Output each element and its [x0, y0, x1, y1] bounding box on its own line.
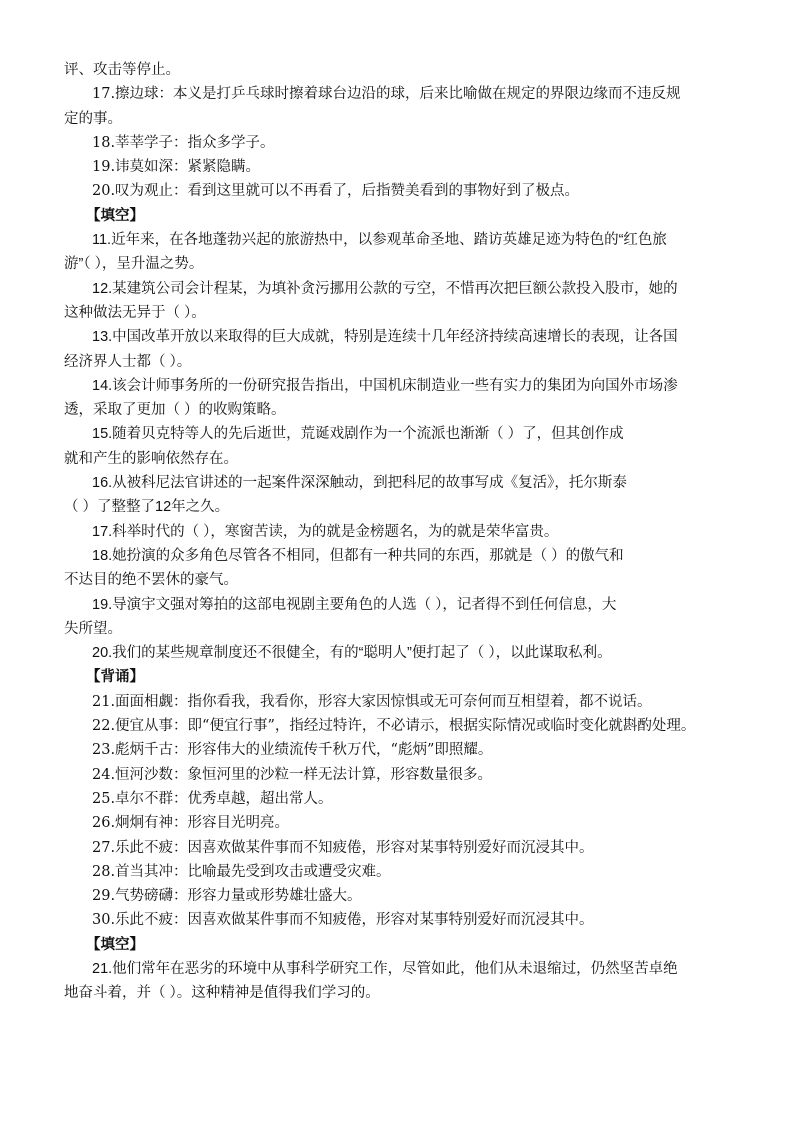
text-line: 17.科举时代的（ ），寒窗苦读，为的就是金榜题名，为的就是荣华富贵。 [92, 523, 559, 540]
text-line: 17.擦边球：本义是打乒乓球时擦着球台边沿的球，后来比喻做在规定的界限边缘而不违反规 [92, 86, 681, 103]
text-line: 30.乐此不疲：因喜欢做某件事而不知疲倦，形容对某事特别爱好而沉浸其中。 [92, 912, 594, 929]
text-line: 定的事。 [64, 110, 122, 127]
text-line: 失所望。 [64, 620, 122, 637]
text-line: 16.从被科尼法官讲述的一起案件深深触动，到把科尼的故事写成《复活》，托尔斯泰 [92, 475, 627, 492]
text-line: 就和产生的影响依然存在。 [64, 450, 238, 467]
text-line: 25.卓尔不群：优秀卓越，超出常人。 [92, 790, 333, 807]
text-line: 地奋斗着，并（ ）。这种精神是值得我们学习的。 [64, 985, 380, 1002]
text-line: 评、攻击等停止。 [64, 62, 180, 78]
text-line: 经济界人士都（ ）。 [64, 353, 192, 370]
text-line: 20.我们的某些规章制度还不很健全，有的“聪明人”便打起了（ ），以此谋取私利。 [92, 645, 612, 662]
text-line: 18.莘莘学子：指众多学子。 [92, 134, 275, 151]
text-line: 13.中国改革开放以来取得的巨大成就，特别是连续十几年经济持续高速增长的表现，让各国 [92, 329, 678, 346]
text-line: 24.恒河沙数：象恒河里的沙粒一样无法计算，形容数量很多。 [92, 766, 493, 783]
text-line: 20.叹为观止：看到这里就可以不再看了，后指赞美看到的事物好到了极点。 [92, 183, 580, 200]
text-line: 29.气势磅礴：形容力量或形势雄壮盛大。 [92, 888, 362, 905]
section-heading: 【填空】 [86, 936, 144, 953]
text-line: 28.首当其冲：比喻最先受到攻击或遭受灾难。 [92, 863, 391, 880]
text-line: 22.便宜从事：即“便宜行事”，指经过特许，不必请示，根据实际情况或临时变化就斟酌处理。 [92, 718, 696, 735]
text-line: 不达目的绝不罢休的豪气。 [64, 572, 238, 589]
text-line: 透，采取了更加（ ）的收购策略。 [64, 402, 286, 419]
section-heading: 【填空】 [86, 207, 144, 224]
text-line: 23.彪炳千古：形容伟大的业绩流传千秋万代，“彪炳”即照耀。 [92, 742, 493, 759]
text-line: 19.讳莫如深：紧紧隐瞒。 [92, 159, 261, 176]
text-line: 15.随着贝克特等人的先后逝世，荒诞戏剧作为一个流派也渐渐（ ）了，但其创作成 [92, 426, 624, 443]
text-line: 21.他们常年在恶劣的环境中从事科学研究工作，尽管如此，他们从未退缩过，仍然坚苦卓绝 [92, 960, 678, 977]
text-line: 18.她扮演的众多角色尽管各不相同，但都有一种共同的东西，那就是（ ）的傲气和 [92, 547, 624, 564]
text-line: （ ）了整整了12年之久。 [64, 499, 230, 516]
text-line: 这种做法无异于（ ）。 [64, 304, 206, 321]
text-line: 26.炯炯有神：形容目光明亮。 [92, 815, 290, 832]
text-line: 11.近年来，在各地蓬勃兴起的旅游热中，以参观革命圣地、踏访英雄足迹为特色的“红色旅 [92, 232, 667, 249]
text-line: 12.某建筑公司会计程某，为填补贪污挪用公款的亏空，不惜再次把巨额公款投入股市，她的 [92, 280, 678, 297]
text-line: 19.导演宇文强对筹拍的这部电视剧主要角色的人选（ ），记者得不到任何信息，大 [92, 596, 617, 613]
section-heading: 【背诵】 [86, 669, 144, 686]
text-line: 游”（ ），呈升温之势。 [64, 256, 204, 273]
text-line: 21.面面相觑：指你看我，我看你，形容大家因惊惧或无可奈何而互相望着，都不说话。 [92, 693, 652, 710]
text-line: 27.乐此不疲：因喜欢做某件事而不知疲倦，形容对某事特别爱好而沉浸其中。 [92, 839, 594, 856]
text-line: 14.该会计师事务所的一份研究报告指出，中国机床制造业一些有实力的集团为向国外市场渗 [92, 377, 678, 394]
